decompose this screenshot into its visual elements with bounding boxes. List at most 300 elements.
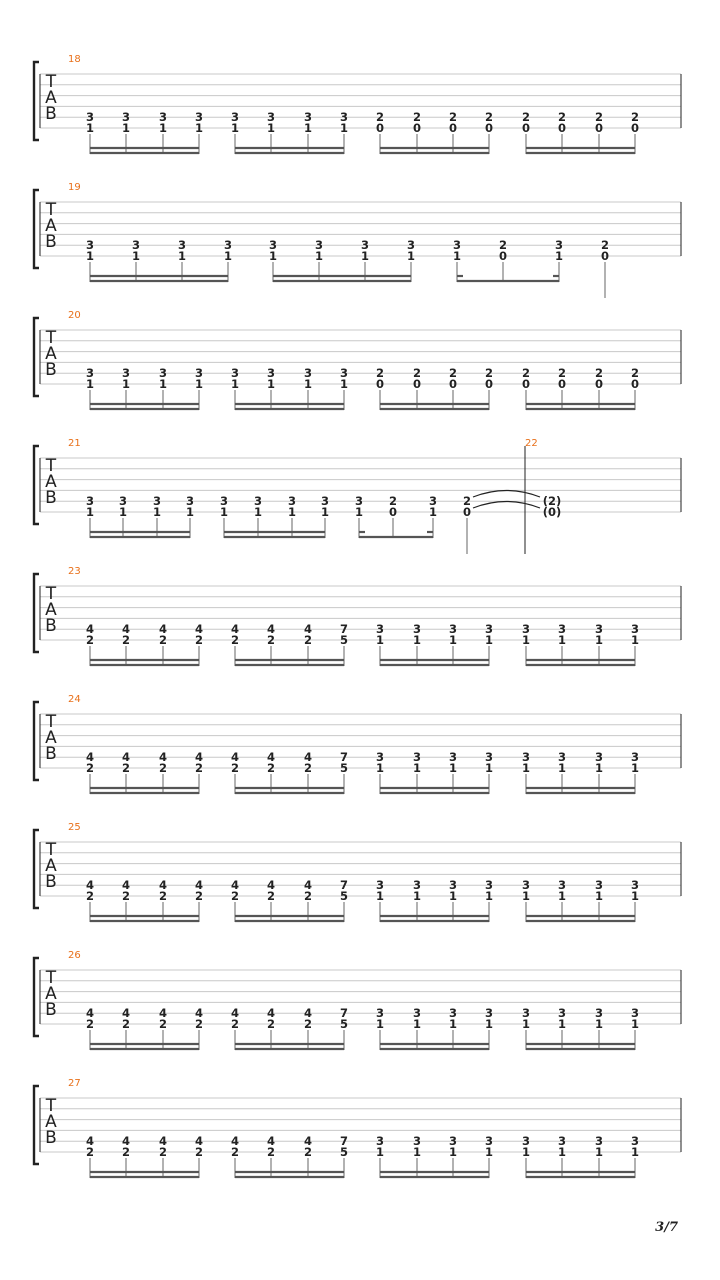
- fret-number: 4: [303, 1006, 313, 1020]
- staff-system: [34, 182, 681, 298]
- fret-number: 1: [118, 505, 128, 519]
- fret-number: 1: [448, 633, 458, 647]
- fret-number: 3: [594, 622, 604, 636]
- staff-system: [34, 310, 681, 410]
- fret-number: 3: [177, 238, 187, 252]
- tab-clef-letter: A: [45, 728, 57, 748]
- fret-number: 2: [484, 110, 494, 124]
- fret-number: 3: [303, 110, 313, 124]
- fret-number: 3: [557, 878, 567, 892]
- fret-number: 1: [354, 505, 364, 519]
- fret-number: 4: [303, 1134, 313, 1148]
- fret-number: 4: [266, 750, 276, 764]
- fret-number: 4: [303, 622, 313, 636]
- fret-number: 0: [521, 121, 531, 135]
- fret-number: 2: [594, 110, 604, 124]
- fret-number: 4: [266, 622, 276, 636]
- fret-number: 3: [85, 366, 95, 380]
- fret-number: 1: [521, 1017, 531, 1031]
- fret-number: 3: [230, 366, 240, 380]
- fret-number: 1: [412, 1017, 422, 1031]
- system-bracket: [34, 62, 39, 140]
- fret-number: 3: [484, 622, 494, 636]
- fret-number: 3: [557, 1134, 567, 1148]
- fret-number: 3: [303, 366, 313, 380]
- tab-clef-letter: A: [45, 472, 57, 492]
- system-bracket: [34, 830, 39, 908]
- fret-number: 1: [375, 1145, 385, 1159]
- fret-number: 3: [557, 750, 567, 764]
- fret-number: 0: [594, 377, 604, 391]
- fret-number: 0: [484, 121, 494, 135]
- fret-number: 3: [85, 238, 95, 252]
- fret-number: 3: [521, 1134, 531, 1148]
- fret-number: 1: [557, 633, 567, 647]
- fret-number: 1: [412, 633, 422, 647]
- fret-number: 1: [253, 505, 263, 519]
- tab-clef-letter: T: [45, 456, 57, 476]
- fret-number: 1: [448, 761, 458, 775]
- fret-number: 1: [554, 249, 564, 263]
- fret-number: 3: [594, 878, 604, 892]
- staff-system: [34, 54, 681, 154]
- tab-clef-letter: A: [45, 856, 57, 876]
- fret-number: 3: [448, 1006, 458, 1020]
- fret-number: 2: [303, 889, 313, 903]
- fret-number: 4: [194, 750, 204, 764]
- page-number: 3/7: [655, 1220, 678, 1235]
- fret-number: 5: [339, 633, 349, 647]
- fret-number: 0: [594, 121, 604, 135]
- fret-number: 4: [158, 622, 168, 636]
- fret-number: 2: [266, 1145, 276, 1159]
- fret-number: 1: [131, 249, 141, 263]
- fret-number: 1: [303, 377, 313, 391]
- fret-number: 1: [219, 505, 229, 519]
- measure-number: 20: [68, 310, 81, 321]
- fret-number: 0: [498, 249, 508, 263]
- fret-number: 4: [85, 622, 95, 636]
- fret-number: 0: [375, 121, 385, 135]
- fret-number: 4: [230, 622, 240, 636]
- fret-number: 1: [630, 1145, 640, 1159]
- fret-number: 3: [375, 1134, 385, 1148]
- fret-number: 2: [158, 1145, 168, 1159]
- fret-number: 3: [85, 110, 95, 124]
- fret-number: 2: [230, 1145, 240, 1159]
- fret-number: 1: [406, 249, 416, 263]
- fret-number: 3: [557, 1006, 567, 1020]
- fret-number: 7: [339, 1134, 349, 1148]
- fret-number: 3: [412, 1006, 422, 1020]
- fret-number: 1: [85, 377, 95, 391]
- fret-number: 1: [268, 249, 278, 263]
- measure-number: 27: [68, 1078, 81, 1089]
- fret-number: 1: [452, 249, 462, 263]
- fret-number: 1: [557, 1145, 567, 1159]
- system-bracket: [34, 446, 39, 524]
- system-bracket: [34, 574, 39, 652]
- fret-number: 1: [230, 121, 240, 135]
- fret-number: 3: [428, 494, 438, 508]
- fret-number: 5: [339, 1017, 349, 1031]
- fret-number: 2: [194, 633, 204, 647]
- fret-number: 0: [412, 121, 422, 135]
- fret-number: 4: [158, 878, 168, 892]
- fret-number: 4: [158, 1006, 168, 1020]
- fret-number: 1: [375, 889, 385, 903]
- fret-number: 1: [158, 377, 168, 391]
- fret-number: 1: [121, 377, 131, 391]
- fret-number: 3: [320, 494, 330, 508]
- staff-system: [34, 1078, 681, 1178]
- fret-number: 3: [268, 238, 278, 252]
- fret-number: 3: [266, 366, 276, 380]
- tab-clef-letter: A: [45, 1112, 57, 1132]
- fret-number: 3: [121, 366, 131, 380]
- fret-number: 3: [131, 238, 141, 252]
- tab-clef-letter: B: [45, 744, 57, 764]
- fret-number: 2: [230, 889, 240, 903]
- fret-number: 2: [121, 889, 131, 903]
- fret-number: 1: [85, 249, 95, 263]
- fret-number: 7: [339, 878, 349, 892]
- fret-number: 2: [121, 1017, 131, 1031]
- fret-number: 7: [339, 750, 349, 764]
- tab-clef-letter: T: [45, 200, 57, 220]
- fret-number: 2: [484, 366, 494, 380]
- fret-number: 3: [85, 494, 95, 508]
- fret-number: 3: [375, 622, 385, 636]
- fret-number: 1: [412, 761, 422, 775]
- fret-number: 2: [375, 366, 385, 380]
- fret-number: 0: [388, 505, 398, 519]
- fret-number: 1: [185, 505, 195, 519]
- tab-clef-letter: B: [45, 1000, 57, 1020]
- staff-system: [34, 950, 681, 1050]
- fret-number: 1: [158, 121, 168, 135]
- tab-clef-letter: T: [45, 72, 57, 92]
- fret-number: 3: [484, 878, 494, 892]
- fret-number: 3: [406, 238, 416, 252]
- fret-number: 3: [412, 1134, 422, 1148]
- fret-number: 1: [521, 1145, 531, 1159]
- fret-number: 1: [557, 761, 567, 775]
- tab-clef-letter: T: [45, 328, 57, 348]
- fret-number: 3: [266, 110, 276, 124]
- fret-number: 2: [230, 761, 240, 775]
- fret-number: 1: [375, 761, 385, 775]
- fret-number: 4: [121, 1134, 131, 1148]
- measure-number: 18: [68, 54, 81, 65]
- fret-number: 2: [158, 761, 168, 775]
- fret-number: 3: [448, 1134, 458, 1148]
- tab-clef-letter: B: [45, 360, 57, 380]
- fret-number: 2: [303, 761, 313, 775]
- fret-number: 3: [194, 110, 204, 124]
- fret-number: 1: [594, 889, 604, 903]
- fret-number: 1: [152, 505, 162, 519]
- fret-number: 1: [223, 249, 233, 263]
- fret-number: 2: [85, 1145, 95, 1159]
- tab-clef-letter: A: [45, 984, 57, 1004]
- fret-number: 1: [557, 889, 567, 903]
- fret-number: 3: [219, 494, 229, 508]
- tab-clef-letter: T: [45, 584, 57, 604]
- fret-number: 1: [484, 1017, 494, 1031]
- fret-number: 4: [85, 750, 95, 764]
- fret-number: 2: [448, 366, 458, 380]
- fret-number: 0: [630, 121, 640, 135]
- measure-number: 22: [525, 438, 538, 449]
- measure-number: 23: [68, 566, 81, 577]
- fret-number: 3: [152, 494, 162, 508]
- fret-number: 1: [594, 633, 604, 647]
- fret-number: 2: [85, 1017, 95, 1031]
- fret-number: 2: [158, 889, 168, 903]
- fret-number: 4: [303, 750, 313, 764]
- fret-number: 4: [230, 1006, 240, 1020]
- fret-number: 2: [121, 761, 131, 775]
- fret-number: 2: [600, 238, 610, 252]
- tab-clef-letter: B: [45, 872, 57, 892]
- fret-number: 2: [448, 110, 458, 124]
- fret-number: 1: [448, 1017, 458, 1031]
- tab-clef-letter: T: [45, 712, 57, 732]
- measure-number: 25: [68, 822, 81, 833]
- fret-number: 3: [484, 1134, 494, 1148]
- fret-number: 2: [85, 633, 95, 647]
- tab-clef-letter: B: [45, 232, 57, 252]
- fret-number: 1: [303, 121, 313, 135]
- fret-number: 3: [354, 494, 364, 508]
- fret-number: 3: [185, 494, 195, 508]
- fret-number: 1: [521, 761, 531, 775]
- fret-number: 7: [339, 1006, 349, 1020]
- fret-number: 5: [339, 761, 349, 775]
- fret-number: 1: [630, 889, 640, 903]
- fret-number: 3: [630, 622, 640, 636]
- fret-number: 3: [287, 494, 297, 508]
- fret-number: 2: [412, 366, 422, 380]
- fret-number: 3: [253, 494, 263, 508]
- fret-number: 0: [448, 121, 458, 135]
- fret-number: 3: [339, 110, 349, 124]
- fret-number: 4: [266, 1134, 276, 1148]
- tied-fret-number: (2): [542, 494, 562, 508]
- fret-number: 1: [375, 1017, 385, 1031]
- fret-number: 1: [194, 377, 204, 391]
- measure-number: 19: [68, 182, 81, 193]
- fret-number: 4: [158, 1134, 168, 1148]
- fret-number: 2: [194, 889, 204, 903]
- fret-number: 2: [266, 889, 276, 903]
- fret-number: 1: [194, 121, 204, 135]
- fret-number: 3: [521, 878, 531, 892]
- system-bracket: [34, 190, 39, 268]
- fret-number: 1: [594, 1017, 604, 1031]
- fret-number: 3: [412, 622, 422, 636]
- fret-number: 3: [375, 750, 385, 764]
- fret-number: 4: [230, 1134, 240, 1148]
- fret-number: 4: [121, 750, 131, 764]
- fret-number: 3: [121, 110, 131, 124]
- fret-number: 4: [266, 1006, 276, 1020]
- fret-number: 3: [630, 1006, 640, 1020]
- measure-number: 26: [68, 950, 81, 961]
- fret-number: 1: [412, 889, 422, 903]
- fret-number: 2: [303, 633, 313, 647]
- fret-number: 2: [194, 1017, 204, 1031]
- tab-clef-letter: T: [45, 968, 57, 988]
- fret-number: 3: [594, 1006, 604, 1020]
- fret-number: 1: [484, 1145, 494, 1159]
- tab-clef-letter: B: [45, 104, 57, 124]
- fret-number: 2: [121, 633, 131, 647]
- fret-number: 1: [448, 889, 458, 903]
- fret-number: 3: [630, 1134, 640, 1148]
- fret-number: 1: [594, 761, 604, 775]
- fret-number: 2: [388, 494, 398, 508]
- system-bracket: [34, 1086, 39, 1164]
- fret-number: 3: [521, 750, 531, 764]
- fret-number: 3: [554, 238, 564, 252]
- fret-number: 3: [630, 878, 640, 892]
- fret-number: 2: [557, 366, 567, 380]
- fret-number: 2: [498, 238, 508, 252]
- fret-number: 0: [412, 377, 422, 391]
- tab-clef-letter: A: [45, 344, 57, 364]
- fret-number: 4: [121, 622, 131, 636]
- fret-number: 1: [484, 889, 494, 903]
- staff-system: [34, 438, 681, 554]
- fret-number: 4: [158, 750, 168, 764]
- fret-number: 4: [121, 1006, 131, 1020]
- fret-number: 2: [375, 110, 385, 124]
- fret-number: 4: [85, 1134, 95, 1148]
- fret-number: 2: [521, 110, 531, 124]
- fret-number: 1: [557, 1017, 567, 1031]
- tab-clef-letter: T: [45, 840, 57, 860]
- fret-number: 1: [428, 505, 438, 519]
- fret-number: 3: [594, 1134, 604, 1148]
- fret-number: 2: [303, 1017, 313, 1031]
- fret-number: 3: [158, 110, 168, 124]
- fret-number: 3: [448, 622, 458, 636]
- fret-number: 1: [484, 761, 494, 775]
- fret-number: 3: [360, 238, 370, 252]
- system-bracket: [34, 702, 39, 780]
- staff-system: [34, 694, 681, 794]
- fret-number: 4: [194, 1134, 204, 1148]
- fret-number: 3: [448, 750, 458, 764]
- fret-number: 0: [600, 249, 610, 263]
- fret-number: 1: [339, 377, 349, 391]
- fret-number: 7: [339, 622, 349, 636]
- fret-number: 1: [484, 633, 494, 647]
- tab-clef-letter: B: [45, 488, 57, 508]
- tie-arc: [473, 502, 540, 509]
- fret-number: 4: [266, 878, 276, 892]
- fret-number: 3: [194, 366, 204, 380]
- fret-number: 0: [557, 121, 567, 135]
- fret-number: 1: [85, 505, 95, 519]
- fret-number: 2: [266, 633, 276, 647]
- fret-number: 1: [375, 633, 385, 647]
- tab-clef-letter: B: [45, 1128, 57, 1148]
- fret-number: 2: [266, 761, 276, 775]
- fret-number: 0: [375, 377, 385, 391]
- fret-number: 3: [314, 238, 324, 252]
- fret-number: 1: [360, 249, 370, 263]
- staff-system: [34, 566, 681, 666]
- fret-number: 1: [630, 633, 640, 647]
- fret-number: 2: [557, 110, 567, 124]
- fret-number: 3: [484, 1006, 494, 1020]
- fret-number: 1: [320, 505, 330, 519]
- fret-number: 1: [266, 121, 276, 135]
- fret-number: 0: [630, 377, 640, 391]
- fret-number: 0: [462, 505, 472, 519]
- fret-number: 1: [594, 1145, 604, 1159]
- fret-number: 2: [158, 633, 168, 647]
- fret-number: 3: [557, 622, 567, 636]
- fret-number: 0: [521, 377, 531, 391]
- fret-number: 3: [452, 238, 462, 252]
- fret-number: 2: [303, 1145, 313, 1159]
- tab-clef-letter: A: [45, 216, 57, 236]
- tied-fret-number: (0): [542, 505, 562, 519]
- fret-number: 3: [118, 494, 128, 508]
- fret-number: 2: [462, 494, 472, 508]
- fret-number: 1: [412, 1145, 422, 1159]
- fret-number: 3: [594, 750, 604, 764]
- fret-number: 2: [194, 1145, 204, 1159]
- fret-number: 4: [85, 878, 95, 892]
- fret-number: 1: [177, 249, 187, 263]
- fret-number: 3: [375, 1006, 385, 1020]
- fret-number: 1: [230, 377, 240, 391]
- fret-number: 1: [630, 1017, 640, 1031]
- fret-number: 2: [630, 110, 640, 124]
- fret-number: 3: [339, 366, 349, 380]
- fret-number: 3: [448, 878, 458, 892]
- fret-number: 4: [121, 878, 131, 892]
- fret-number: 1: [448, 1145, 458, 1159]
- fret-number: 3: [521, 622, 531, 636]
- fret-number: 5: [339, 889, 349, 903]
- fret-number: 1: [630, 761, 640, 775]
- fret-number: 5: [339, 1145, 349, 1159]
- tab-clef-letter: A: [45, 88, 57, 108]
- fret-number: 2: [412, 110, 422, 124]
- fret-number: 2: [121, 1145, 131, 1159]
- fret-number: 2: [194, 761, 204, 775]
- fret-number: 1: [287, 505, 297, 519]
- fret-number: 2: [230, 1017, 240, 1031]
- fret-number: 1: [266, 377, 276, 391]
- tab-clef-letter: B: [45, 616, 57, 636]
- fret-number: 2: [630, 366, 640, 380]
- measure-number: 21: [68, 438, 81, 449]
- tab-clef-letter: T: [45, 1096, 57, 1116]
- fret-number: 2: [521, 366, 531, 380]
- fret-number: 3: [230, 110, 240, 124]
- tab-clef-letter: A: [45, 600, 57, 620]
- fret-number: 1: [85, 121, 95, 135]
- fret-number: 4: [230, 878, 240, 892]
- fret-number: 2: [266, 1017, 276, 1031]
